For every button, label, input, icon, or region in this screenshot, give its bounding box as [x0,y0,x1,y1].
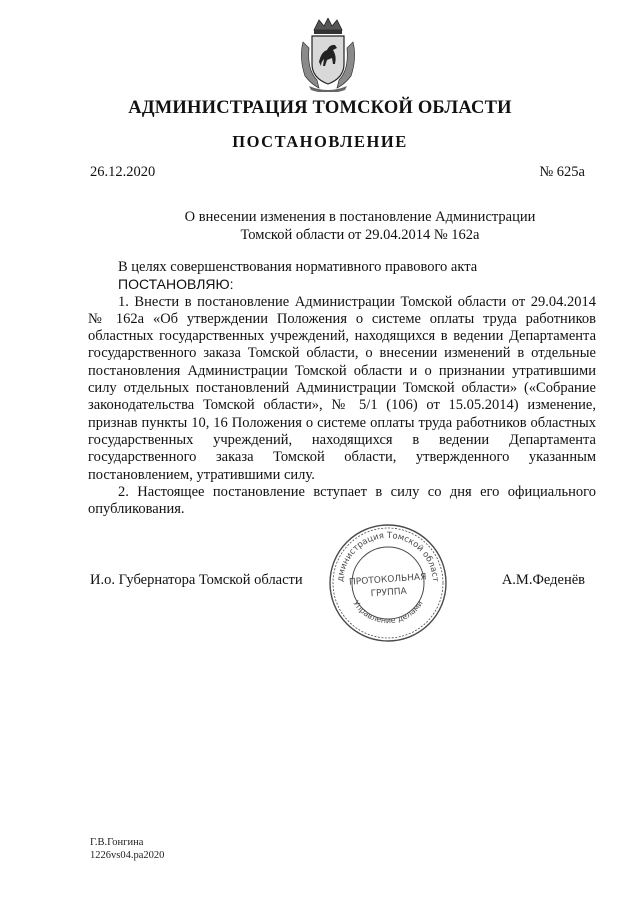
document-number: № 625а [539,164,585,180]
decree-word: ПОСТАНОВЛЯЮ: [118,276,234,293]
svg-text:Управление делами [351,599,424,625]
item-2-paragraph: 2. Настоящее постановление вступает в силу со дня его официального опубликования. [88,483,596,518]
item-1-paragraph: 1. Внести в постановление Администрации Томской области от 29.04.2014 № 162а «Об утверждении Положения о системе оплаты труда работников областных государственных учреждений, находящихся в ведении Департамента государственного заказа Томской области, о внесении изменений в отдельные постановления Администрации Томской области и о признании утратившими силу отдельных постановлений Администрации Томской области» («Собрание законодательства Томской области», № 5/1 (106) от 15.05.2014) изменение, признав пункты 10, 16 Положения о системе оплаты труда работников областных государственных учреждений, находящихся в ведении Департамента государственного заказа Томской области, утвержденного указанным постановлением, утратившими силу. [88,293,596,483]
official-stamp [327,522,449,644]
preamble-paragraph: В целях совершенствования нормативного правового акта [118,259,478,275]
organization-title: АДМИНИСТРАЦИЯ ТОМСКОЙ ОБЛАСТИ [128,98,512,118]
executor-name: Г.В.Гонгина [90,837,144,848]
stamp-center-line-1: ПРОТОКОЛЬНАЯ [348,572,427,588]
document-subject [150,209,570,244]
subject-line-1: О внесении изменения в постановление Администрации [184,209,536,225]
signatory-position: И.о. Губернатора Томской области [90,572,303,588]
footer [90,836,164,862]
document-date: 26.12.2020 [90,164,156,180]
tomsk-coat-of-arms-icon [297,18,359,92]
file-code: 1226vs04.pa2020 [90,850,165,861]
stamp-outer-text: дминистрация Томской област [335,530,441,583]
stamp-seal [327,522,449,644]
stamp-center-line-2: ГРУППА [370,586,408,600]
stamp-bottom-text: Управление делами [351,598,425,626]
coat-of-arms-emblem [297,18,359,92]
document-body [88,259,596,518]
document-type-title: ПОСТАНОВЛЕНИЕ [232,132,408,151]
signatory-name: А.М.Феденёв [501,572,585,588]
subject-line-2: Томской области от 29.04.2014 № 162а [240,226,480,243]
